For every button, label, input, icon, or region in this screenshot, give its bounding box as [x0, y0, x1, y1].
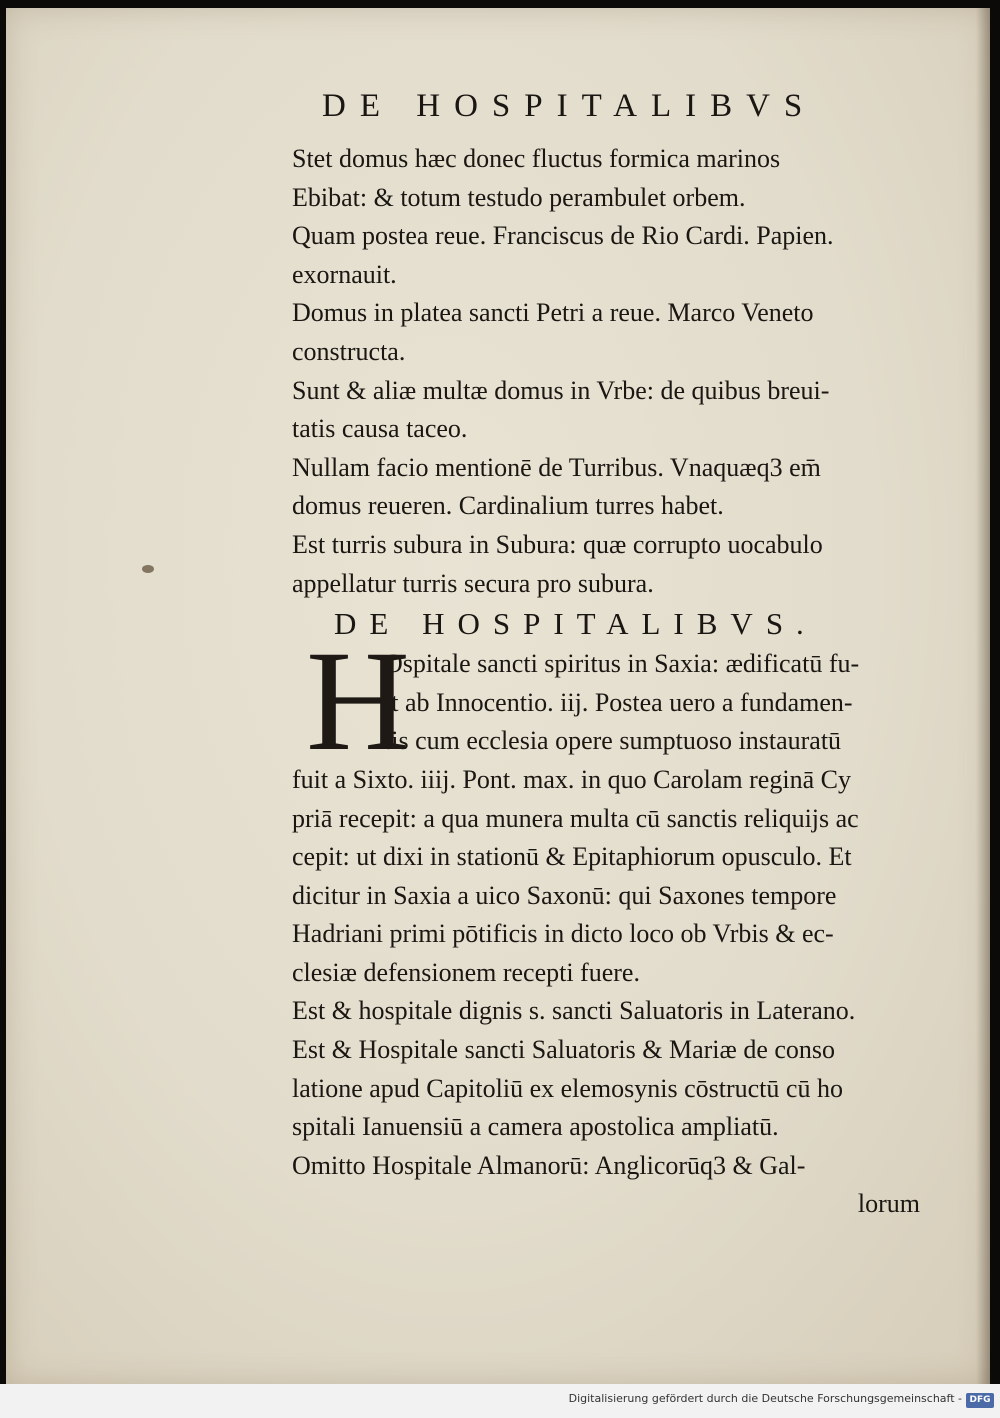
catchword: lorum — [857, 1189, 920, 1219]
text-line: fuit a Sixto. iiij. Pont. max. in quo Carolam reginā Cy — [292, 764, 851, 794]
text-line: latione apud Capitoliū ex elemosynis cōstructū cū ho — [292, 1073, 843, 1103]
text-line: cepit: ut dixi in stationū & Epitaphiorum opusculo. Et — [292, 842, 852, 872]
text-line: dicitur in Saxia a uico Saxonū: qui Saxones tempore — [292, 880, 837, 910]
decorated-initial: H — [306, 622, 410, 782]
text-line: Quam postea reue. Franciscus de Rio Cardi. Papien. — [292, 221, 834, 251]
text-line: Est & hospitale dignis s. sancti Saluatoris in Laterano. — [292, 996, 856, 1026]
text-line: appellatur turris secura pro subura. — [292, 568, 654, 598]
section-heading: DE HOSPITALIBVS. — [334, 606, 817, 642]
page-edge-shadow — [976, 8, 990, 1384]
text-line: clesiæ defensionem recepti fuere. — [292, 957, 640, 987]
text-line: Domus in platea sancti Petri a reue. Marco Veneto — [292, 298, 814, 328]
text-line: Sunt & aliæ multæ domus in Vrbe: de quibus breui- — [292, 375, 830, 405]
text-line: Est turris subura in Subura: quæ corrupto uocabulo — [292, 529, 823, 559]
top-paragraphs — [292, 140, 932, 603]
text-line: it ab Innocentio. iij. Postea uero a fundamen- — [384, 687, 853, 717]
text-line: priā recepit: a qua munera multa cū sanctis reliquijs ac — [292, 803, 859, 833]
text-line: Est & Hospitale sancti Saluatoris & Mariæ de conso — [292, 1035, 836, 1065]
ink-spot — [142, 565, 154, 573]
bottom-paragraphs — [292, 761, 932, 1224]
text-line: Omitto Hospitale Almanorū: Anglicorūq3 & Gal- — [292, 1150, 806, 1180]
running-head: DE HOSPITALIBVS — [322, 88, 817, 124]
text-line: exornauit. — [292, 259, 397, 289]
text-line: tis cum ecclesia opere sumptuoso instauratū — [384, 726, 842, 756]
dfg-logo: DFG — [966, 1393, 994, 1408]
text-line: constructa. — [292, 336, 406, 366]
main-text — [292, 140, 932, 1224]
text-line: Nullam facio mentionē de Turribus. Vnaquæq3 em̄ — [292, 452, 821, 482]
funding-notice: Digitalisierung gefördert durch die Deutsche Forschungsgemeinschaft - — [568, 1392, 962, 1405]
text-line: Ospitale sancti spiritus in Saxia: ædificatū fu- — [384, 649, 860, 679]
text-line: tatis causa taceo. — [292, 414, 468, 444]
footer-bar — [0, 1384, 1000, 1418]
text-line: Stet domus hæc donec fluctus formica marinos — [292, 144, 781, 173]
text-line: spitali Ianuensiū a camera apostolica ampliatū. — [292, 1112, 779, 1142]
text-line: Ebibat: & totum testudo perambulet orbem. — [292, 182, 746, 212]
text-line: Hadriani primi pōtificis in dicto loco ob Vrbis & ec- — [292, 919, 834, 949]
text-line: domus reueren. Cardinalium turres habet. — [292, 491, 724, 521]
